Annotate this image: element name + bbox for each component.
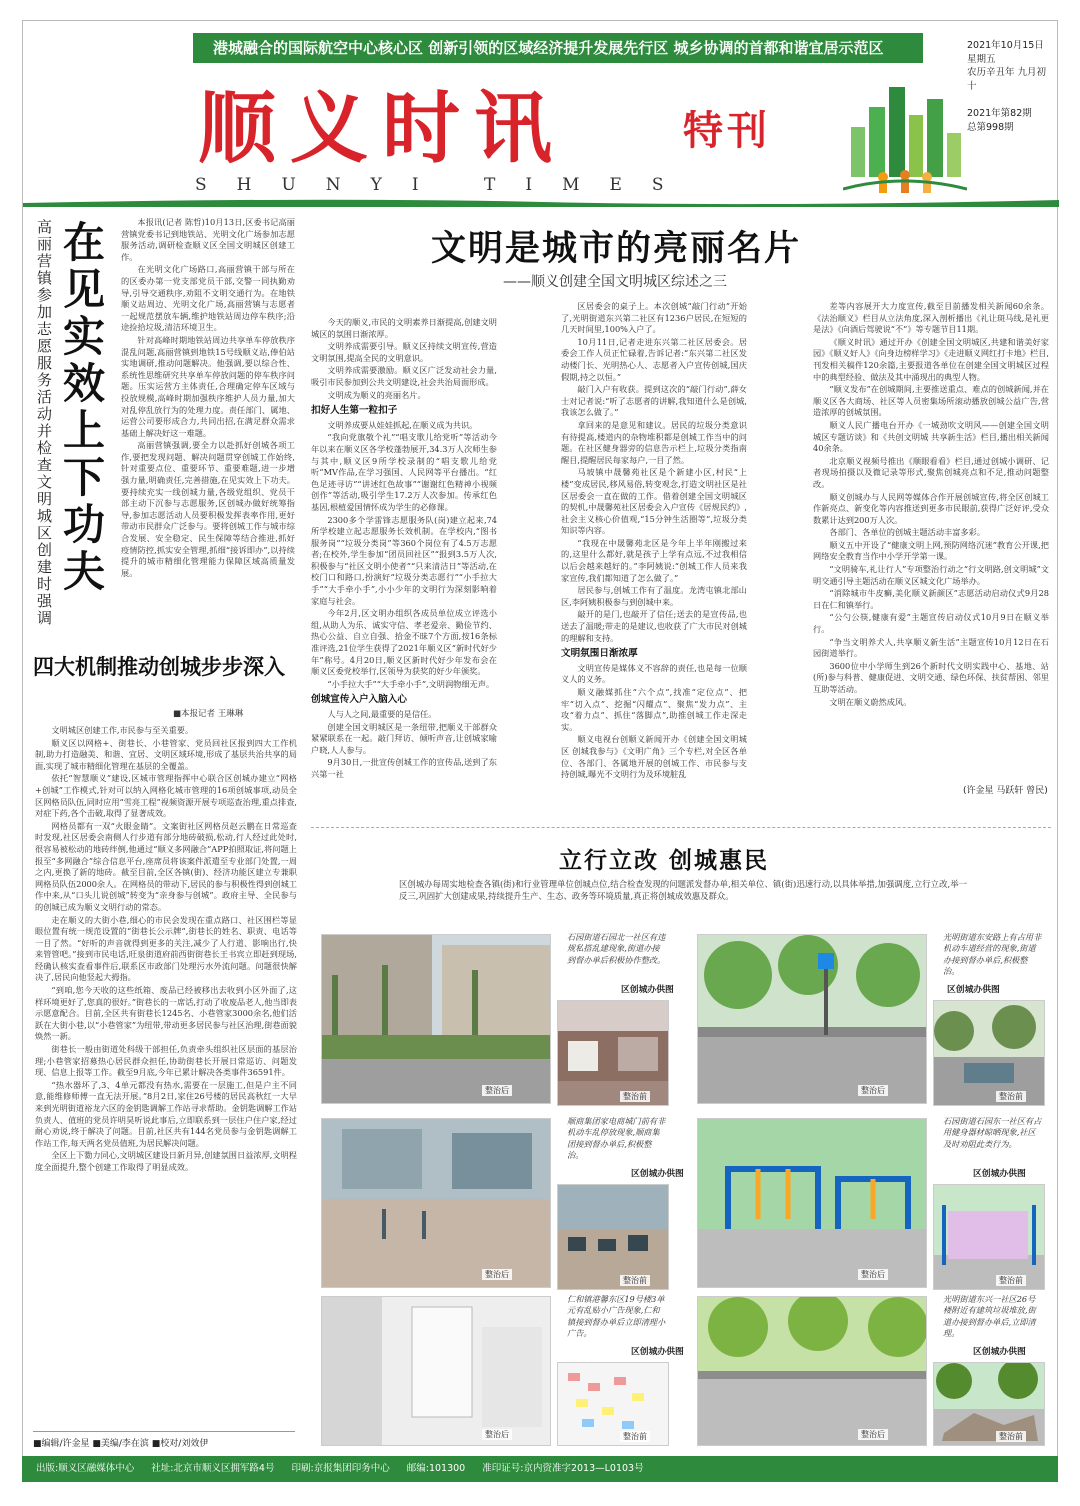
paragraph: “小手拉大手”“大手牵小手”,文明润物细无声。 <box>327 678 495 689</box>
paragraph: “到咱,您今天收的这些纸箱、废品已经被移出去收到小区外面了,这样环境更好了,您真的很好。”街巷长的一席话,打动了收废品老人,他当即表示愿意配合。目前,全区共有街巷长1245名、小巷管家3000余名,他们活跃在大街小巷,以“小巷管家”为纽带,带动更多居民参与社区治理,街巷面貌焕然一新。 <box>35 985 297 1042</box>
paragraph: 2300多个学雷锋志愿服务队(岗)建立起来,74所学校建立起志愿服务长效机制。在学校内,“图书服务岗”“垃圾分类岗”等360个岗位有了4.5万志愿者;在校外,学生参加“团员回社区”“报到3.5万人次,积极参与“社区文明小使者”“只来清洁日”等活动,在校门口和路口,扮演好“垃圾分类志愿行”“小手拉大手”“大手牵小手”,小小少年的文明行为深刻影响着家庭与社会。 <box>311 514 497 606</box>
photo-before <box>933 1000 1045 1106</box>
photo-before <box>557 1362 669 1446</box>
masthead-divider <box>23 197 1059 207</box>
paragraph: 敲开的是门,也敲开了信任;送去的是宣传品,也送去了温暖;带走的是建议,也收获了广大市民对创城的理解和支持。 <box>561 609 747 643</box>
paragraph: “消除城市牛皮癣,美化顺义新颜区”志愿活动启动仪式9月28日在仁和镇举行。 <box>813 588 1049 610</box>
paragraph: “我现在中晟馨苑北区是今年上半年刚搬过来的,这里什么都好,就是孩子上学有点远,不过我相信以后会越来越好的。”李阿姨说:“创城工作人员来我家宣传,我们都知道了怎么做了。” <box>561 537 747 583</box>
special-edition-label: 特刊 <box>683 108 771 154</box>
before-label: 整治前 <box>620 1091 650 1102</box>
footer-bar <box>22 1456 1058 1482</box>
date-block <box>967 39 1055 134</box>
paragraph: “我向党旗敬个礼”“唱支歌儿给党听”等活动今年以来在顺义区各学校蓬勃展开,34.3万人次师生参与其中,顺义区9所学校录制的“唱支歌儿给党听”MV作品,在学习强国、人民网等平台播出。“红色足迹寻访”“讲述红色故事”“谢谢红色精神小视频创作”等活动,吸引学生17.2万人次参加。传承红色基因,根植爱国情怀成为学生的必修课。 <box>311 432 497 512</box>
after-label: 整治后 <box>858 1429 888 1440</box>
fitness-equipment-photo-icon <box>934 1185 1045 1290</box>
lead-story-subtitle: 高丽营镇参加志愿服务活动并检查文明城区创建时强调 <box>37 218 53 627</box>
paragraph: “热水器坏了,3、4单元都没有热水,需要在一层施工,但是户主不同意,能维修师傅一直无法开展。”8月2日,家住26号楼的居民高秋红一大早来到光明街道裕龙六区的金钥匙调解工作站寻求帮助。金钥匙调解工作站负责人、值班的党员许明昊听说此事后,立即联系到一层住户住户家,经过耐心劝说,终于解决了问题。目前,社区共有144名党员参与金钥匙调解工作站工作,每天两名党员值班,为居民解决问题。 <box>35 1079 297 1148</box>
photo-before <box>933 1184 1045 1290</box>
paragraph: 文明在顺义蔚然成风。 <box>829 696 912 707</box>
photo-section-intro: 区创城办每周实地检查各镇(街)和行业管理单位创城点位,结合检查发现的问题派发督办单,相关单位、镇(街)迅速行动,以具体举措,加强调度,立行立改,举一反三,巩固扩大创建成果,持续提升生产、生态、政务等环境质量,真正将创城成效惠及群众。 <box>399 879 967 901</box>
photo-source: 区创城办供图 <box>973 1347 1026 1357</box>
photo-item <box>321 928 674 1106</box>
paragraph: 顺义区以网格+、街巷长、小巷管家、党员回社区报到四大工作机制,助力打造融美、和谐、宜居、文明区域环境,形成了基层共治共享的局面,实现了城市精细化管理在基层的全覆盖。 <box>35 737 297 771</box>
photo-section-title: 立行立改 创城惠民 <box>559 848 770 874</box>
photo-caption: 光明街道东安路上有占用非机动车道经营的现象,街道办接到督办单后,积极整治。 <box>943 932 1042 977</box>
street-photo-icon <box>322 1119 551 1288</box>
before-label: 整治前 <box>996 1091 1026 1102</box>
photo-after <box>321 1118 551 1288</box>
lead-story-headline <box>33 217 119 627</box>
after-label: 整治后 <box>482 1429 512 1440</box>
paragraph: 10月11日,记者走进东兴第二社区居委会。居委会工作人员正忙碌着,告诉记者:“东兴第二社区发动楼门长、光明热心人、志愿者入户宣传创城,国庆假期,持之以恒。” <box>561 336 747 382</box>
city-skyline-icon <box>843 77 967 195</box>
photo-source: 区创城办供图 <box>631 1347 684 1357</box>
section-two-title: 四大机制推动创城步步深入 <box>33 655 285 679</box>
section-two-body <box>35 725 297 1393</box>
photo-before <box>557 1184 669 1290</box>
photo-after <box>321 934 551 1104</box>
photo-before <box>557 1000 669 1106</box>
paragraph: 创建全国文明城区是一条纽带,把顺义干部群众紧紧联系在一起。敲门拜访、倾听声音,让创城家喻户晓,人人参与。 <box>311 721 497 755</box>
paragraph: 在光明文化广场路口,高丽营镇干部与所在的区委办第一党支部党员干部,交警一同执勤劝导,引导交通秩序,劝阻不文明交通行为。在地铁顺义站周边、光明文化广场,高丽营镇与志愿者一起规范摆放车辆,维护地铁站周边停车秩序;沿途捡拾垃圾,清洁环境卫生。 <box>121 264 295 333</box>
editor-credits: ■编辑/许金星 ■美编/李在滨 ■校对/刘效伊 <box>33 1431 295 1449</box>
masthead <box>23 21 1059 207</box>
photo-after <box>697 934 927 1104</box>
paragraph: “顺义发布”在创城期间,主要推送重点、难点的创城新闻,并在顺义区各大商场、社区等人员密集场所滚动播放创城公益广告,营造浓厚的创城氛围。 <box>813 384 1049 418</box>
section-two-byline: ■本报记者 王琳琳 <box>173 709 244 719</box>
photo-caption: 仁和镇港馨东区19号楼3单元有乱贴小广告现象,仁和镇接到督办单后立即清理小广告。 <box>567 1294 666 1339</box>
paragraph: 敲门入户有收获。提到这次的“敲门行动”,薛女士对记者说:“听了志愿者的讲解,我知道什么是创城,我该怎么做了。” <box>561 384 747 418</box>
paragraph: 顺义五中开设了“健康文明上网,预防网络沉迷”教育公开课,把网络安全教育当作中小学开学第一课。 <box>813 539 1049 562</box>
newspaper-page <box>22 20 1058 1482</box>
street-photo-icon <box>934 1001 1045 1106</box>
photo-source: 区创城办供图 <box>947 985 1000 995</box>
photo-after <box>697 1118 927 1288</box>
paragraph: 全区上下勠力同心,文明城区建设日新月异,创建氛围日益浓厚,文明程度全面提升,整个创建工作取得了明显成效。 <box>35 1150 297 1172</box>
footer-publisher: 出版:顺义区融媒体中心 <box>36 1463 135 1474</box>
after-label: 整治后 <box>858 1269 888 1280</box>
photo-caption: 石园街道石园东一社区有占用健身器材晾晒现象,社区及时劝阻此类行为。 <box>943 1116 1042 1149</box>
photo-source: 区创城办供图 <box>631 1169 684 1179</box>
paragraph: 文明养成需要激励。顺义区广泛发动社会力量,吸引市民参加到公共文明建设,社会共治局面形成。 <box>311 365 497 387</box>
after-label: 整治后 <box>858 1085 888 1096</box>
before-label: 整治前 <box>996 1431 1026 1442</box>
main-article-subtitle: ——顺义创建全国文明城区综述之三 <box>503 274 727 290</box>
photo-item <box>697 928 1045 1106</box>
paragraph: 9月30日,一批宣传创城工作的宣传品,送到了东兴第一社 <box>311 757 497 779</box>
main-article-column-2 <box>561 301 747 803</box>
stairwell-photo-icon <box>558 1363 669 1446</box>
paragraph: 今天的顺义,市民的文明素养日渐提高,创建文明城区的氛围日渐浓厚。 <box>311 317 497 339</box>
photo-item <box>321 1112 684 1290</box>
paragraph: 顺义创城办与人民网等媒体合作开展创城宣传,将全区创城工作新亮点、新变化等内容推送到更多市民眼前,获得广泛好评,受众数累计达到200万人次。 <box>813 491 1049 525</box>
lunar-date: 农历辛丑年 九月初十 <box>967 67 1047 92</box>
after-label: 整治后 <box>482 1269 512 1280</box>
issue-date: 2021年10月15日 <box>967 40 1044 51</box>
main-article-credit: (许金星 马跃轩 曾民) <box>963 786 1048 796</box>
paragraph: 文明宣传是媒体义不容辞的责任,也是每一位顺义人的义务。 <box>561 662 747 685</box>
slogan-bar <box>193 33 923 63</box>
paragraph: 走在顺义的大街小巷,细心的市民会发现在重点路口、社区围栏等显眼位置有统一规范设置的“街巷长公示牌”,街巷长的姓名、职责、电话等一目了然。“好听的声音就得到更多的关注,减少了人行道、影响出行,快来管管吧。”接到市民电话,旺泉街道府前西街街巷长王书宾立即赶到现场,经确认核实查看事件后,联系区市政部门处理污水外流问题。问题很快解决了,居民向他竖起大拇指。 <box>35 914 297 983</box>
issue-weekday: 星期五 <box>967 53 996 65</box>
paragraph: 人与人之间,最重要的是信任。 <box>327 709 437 719</box>
photo-item <box>697 1290 1045 1468</box>
paragraph: 文明养成需要引导。顺义区持续文明宣传,营造文明氛围,提高全民的文明意识。 <box>311 341 497 363</box>
after-label: 整治后 <box>482 1085 512 1096</box>
before-label: 整治前 <box>620 1275 650 1286</box>
paragraph: 顺义电视台创顺义新闻开办《创建全国文明城区 创城我参与》《文明广角》三个专栏,对全区各单位、各部门、各属地开展的创城工作、市民参与支持创城,曝光不文明行为及环境脏乱 <box>561 734 747 780</box>
paragraph: 文明成为顺义的亮丽名片。 <box>327 389 426 400</box>
footer-printer: 印刷:京报集团印务中心 <box>291 1463 390 1474</box>
street-photo-icon <box>322 935 551 1104</box>
paragraph: 各部门、各单位的创城主题活动丰富多彩。 <box>829 527 985 538</box>
photo-item <box>697 1112 1045 1290</box>
paragraph: 网格员都有一双“火眼金睛”。文案街社区网格员赵云鹏在日常巡查时发现,社区居委会南侧人行步道有部分地砖破损,松动,行人经过此处时,很容易被松动的地砖绊倒,他通过“顺义多网融合”APP拍照取证,将问题上报至“多网融合”综合信息平台,座席员将该案件派遣至专业部门处置,一周之内,更换了新的地砖。截至目前,全区各镇(街)、经济功能区建立专兼职网格员队伍2000余人。在网格员的带动下,居民的参与积极性得到创城工作中来,从“口头儿说创城”转变为“亲身参与创城”。政府主导、全民参与的创城已成为顺义文明行动的常态。 <box>35 820 297 912</box>
paragraph: 高丽营镇强调,要全力以赴抓好创城各项工作,要把发现问题、解决问题贯穿创城工作始终,针对重要点位、重要环节、重要难题,进一步增强力量,明确责任,完善措施,在见实效上下功夫。要持续充实一线创城力量,各级党组织、党员干部主动下沉参与志愿服务,区创城办做好统筹指导,参加志愿活动人员要积极发挥表率作用,更好带动市民群众广泛参与。要将创城工作与城市综合发展、安全稳定、民生保障等结合推进,抓好疫情防控,抓实安全管理,抓细“接诉即办”,以持续提升的城市精细化管理能力保障区域高质量发展。 <box>121 440 295 578</box>
paragraph: 文明城区创建工作,市民参与至关重要。 <box>51 725 194 735</box>
paragraph: 今年2月,区文明办组织各成员单位成立评选小组,从助人为乐、诚实守信、孝老爱亲、勤俭节约、热心公益、自立自强、拾金不昧7个方面,按16条标准评选,21位学生获得了2021年顺义区“新时代好少年”称号。4月20日,顺义区新时代好少年发布会在顺义区委党校举行,区领导为获奖的好少年颁奖。 <box>311 608 497 677</box>
paragraph: 本报讯(记者 陈哲)10月13日,区委书记高丽营镇党委书记到地铁站、光明文化广场参加志愿服务活动,调研检查顺义区全国文明城区创建工作。 <box>121 217 295 262</box>
photo-caption: 石园街道石园北一社区有违规私搭乱建现象,街道办接到督办单后积极协作整改。 <box>567 932 666 965</box>
photo-source: 区创城办供图 <box>621 985 674 995</box>
street-photo-icon <box>558 1001 669 1106</box>
street-photo-icon <box>698 935 927 1104</box>
newspaper-roman-name: SHUNYI TIMES <box>195 175 694 195</box>
photo-item <box>321 1290 684 1468</box>
paragraph: “文明骑车,礼让行人”专项整治行动之“行文明路,创文明城”文明交通引导主题活动在顺义区城文化广场举办。 <box>813 564 1049 586</box>
main-article-column-3 <box>813 301 1049 781</box>
footer-license: 准印证号:京内资准字2013—L0103号 <box>482 1463 644 1474</box>
paragraph: 3600位中小学师生到26个新时代文明实践中心、基地、站(所)参与科普、健康促进、文明交通、绿色环保、扶贫帮困、邻里互助等活动。 <box>813 660 1049 694</box>
paragraph: “公勺公筷,健康有爱”主题宣传启动仪式10月9日在顺义举行。 <box>813 612 1049 635</box>
article-subhead: 扣好人生第一粒扣子 <box>311 405 398 417</box>
slogan-text: 港城融合的国际航空中心核心区 创新引领的区域经济提升发展先行区 城乡协调的首都和谐宜居示范区 <box>213 39 884 57</box>
before-label: 整治前 <box>620 1431 650 1442</box>
street-photo-icon <box>558 1185 669 1290</box>
main-article-title: 文明是城市的亮丽名片 <box>431 229 802 269</box>
paragraph: 针对高峰时期地铁站周边共享单车停放秩序混乱问题,高丽营镇到地铁15号线顺义站,俸伯站实地调研,推动问题解决。他强调,要以综合性、系统性思维研究共享单车停放问题的停车秩序问题。压实运营方主体责任,合理确定停车区域与投放规模,高峰时期加强秩序维护人员力量,加大对乱停乱放行为的处理力度。责任部门、属地、运营公司要形成合力,共同出招,在满足群众需求基础上解决好这一难题。 <box>121 334 295 438</box>
photo-source: 区创城办供图 <box>973 1169 1026 1179</box>
paragraph: 拿回来的是意见和建议。居民的垃圾分类意识有待提高,楼道内的杂物堆积都是创城工作当中的问题。在社区健身器旁的信息告示栏上,垃圾分类指南醒目,提醒居民每家每户,一目了然。 <box>561 419 747 465</box>
paragraph: 依托“智慧顺义”建设,区城市管理指挥中心联合区创城办建立“网格+创城”工作模式,针对可以纳入网格化城市管理的16项创城事项,动员全区网格员队伍,同时应用“雪亮工程”视频资源开展专项巡查治理,重点排查,对症下药,各个击破,取得了显著成效。 <box>35 773 297 819</box>
stairwell-photo-icon <box>322 1297 551 1446</box>
construction-waste-photo-icon <box>934 1363 1045 1446</box>
total-issue-number: 总第998期 <box>967 121 1014 133</box>
paragraph: 顺义人民广播电台开办《一城劲吹文明风——创建全国文明城区专题访谈》和《共创文明城 共享新生活》栏目,播出相关新闻40余条。 <box>813 419 1049 454</box>
main-article-column-1 <box>311 317 497 803</box>
lead-story-body <box>121 217 295 623</box>
footer-postcode: 邮编:101300 <box>406 1463 466 1474</box>
photo-caption: 光明街道东兴一社区26号楼附近有建筑垃圾堆放,街道办接到督办单后,立即清理。 <box>943 1294 1036 1339</box>
photo-after <box>697 1296 927 1446</box>
paragraph: “争当文明养犬人,共享顺义新生活”主题宣传10月12日在石园街道举行。 <box>813 636 1049 659</box>
footer-address: 社址:北京市顺义区拥军路4号 <box>151 1463 275 1474</box>
street-photo-icon <box>698 1297 927 1446</box>
paragraph: 《顺义时讯》通过开办《创建全国文明城区,共建和谐美好家园》《顺义好人》《向身边榜样学习》《走进顺义网红打卡地》栏目,刊发相关稿件120余篇,主要报道各单位在创建全国文明城区过程中的典型经验、做法及其中涌现出的典型人物。 <box>813 336 1049 382</box>
article-subhead: 创城宣传入户入脑入心 <box>311 694 407 706</box>
before-label: 整治前 <box>996 1275 1026 1286</box>
paragraph: 居民参与,创城工作有了温度。龙湾屯镇北部山区,李阿姨积极参与到创城中来。 <box>561 585 747 607</box>
paragraph: 街巷长一般由街道处科级干部担任,负责牵头组织社区层面的基层治理;小巷管家招募热心居民群众担任,协助街巷长开展日常巡访、问题发现、信息上报等工作。截至9月底,今年已累计解决各类事件36591件。 <box>35 1044 297 1078</box>
photo-before <box>933 1362 1045 1446</box>
issue-number: 2021年第82期 <box>967 108 1032 119</box>
paragraph: 北京顺义视频号推出《顺眼看看》栏目,通过创城小调研、记者现场拍摄以及微记录等形式,聚焦创城亮点和不足,推动问题整改。 <box>813 455 1049 489</box>
newspaper-title: 顺义时讯 <box>198 84 567 174</box>
photo-caption: 顺商集团家电商城门前有非机动车乱停放现象,顺商集团接到督办单后,积极整治。 <box>567 1116 666 1161</box>
fitness-equipment-photo-icon <box>698 1119 927 1288</box>
paragraph: 差等内容展开大力度宣传,截至目前播发相关新闻60余条。《法治顺义》栏目从立法角度,深入剖析播出《礼让斑马线,是礼更是法》《向酒后驾驶说“不”》等专题节目11期。 <box>813 301 1049 335</box>
paragraph: 文明养成要从娃娃抓起,在顺义成为共识。 <box>327 419 478 430</box>
article-subhead: 文明氛围日渐浓厚 <box>561 648 638 660</box>
paragraph: 区居委会的桌子上。本次创城“敲门行动”开始了,光明街道东兴第二社区有1236户居民,在短短的几天时间里,100%入户了。 <box>561 301 747 335</box>
photo-section <box>311 827 1051 1447</box>
lead-story-title: 在见实效上下功夫 <box>63 218 106 596</box>
paragraph: 马坡镇中晟馨苑社区是个新建小区,村民“上楼”变成居民,移风易俗,转变观念,打造文明社区是社区居委会一直在做的工作。借着创建全国文明城区的契机,中晟馨苑社区居委会入户宣传《居规民约》,社会主义核心价值观,“15分钟生活圈等”,垃圾分类知识等内容。 <box>561 467 747 536</box>
paragraph: 顺义融媒抓住“六个点”,找准“定位点”、把牢“切入点”、挖掘“闪耀点”、聚焦“发力点”、主攻“着力点”、抓住“落脚点”,助推创城工作走深走实。 <box>561 687 747 732</box>
photo-after <box>321 1296 551 1446</box>
